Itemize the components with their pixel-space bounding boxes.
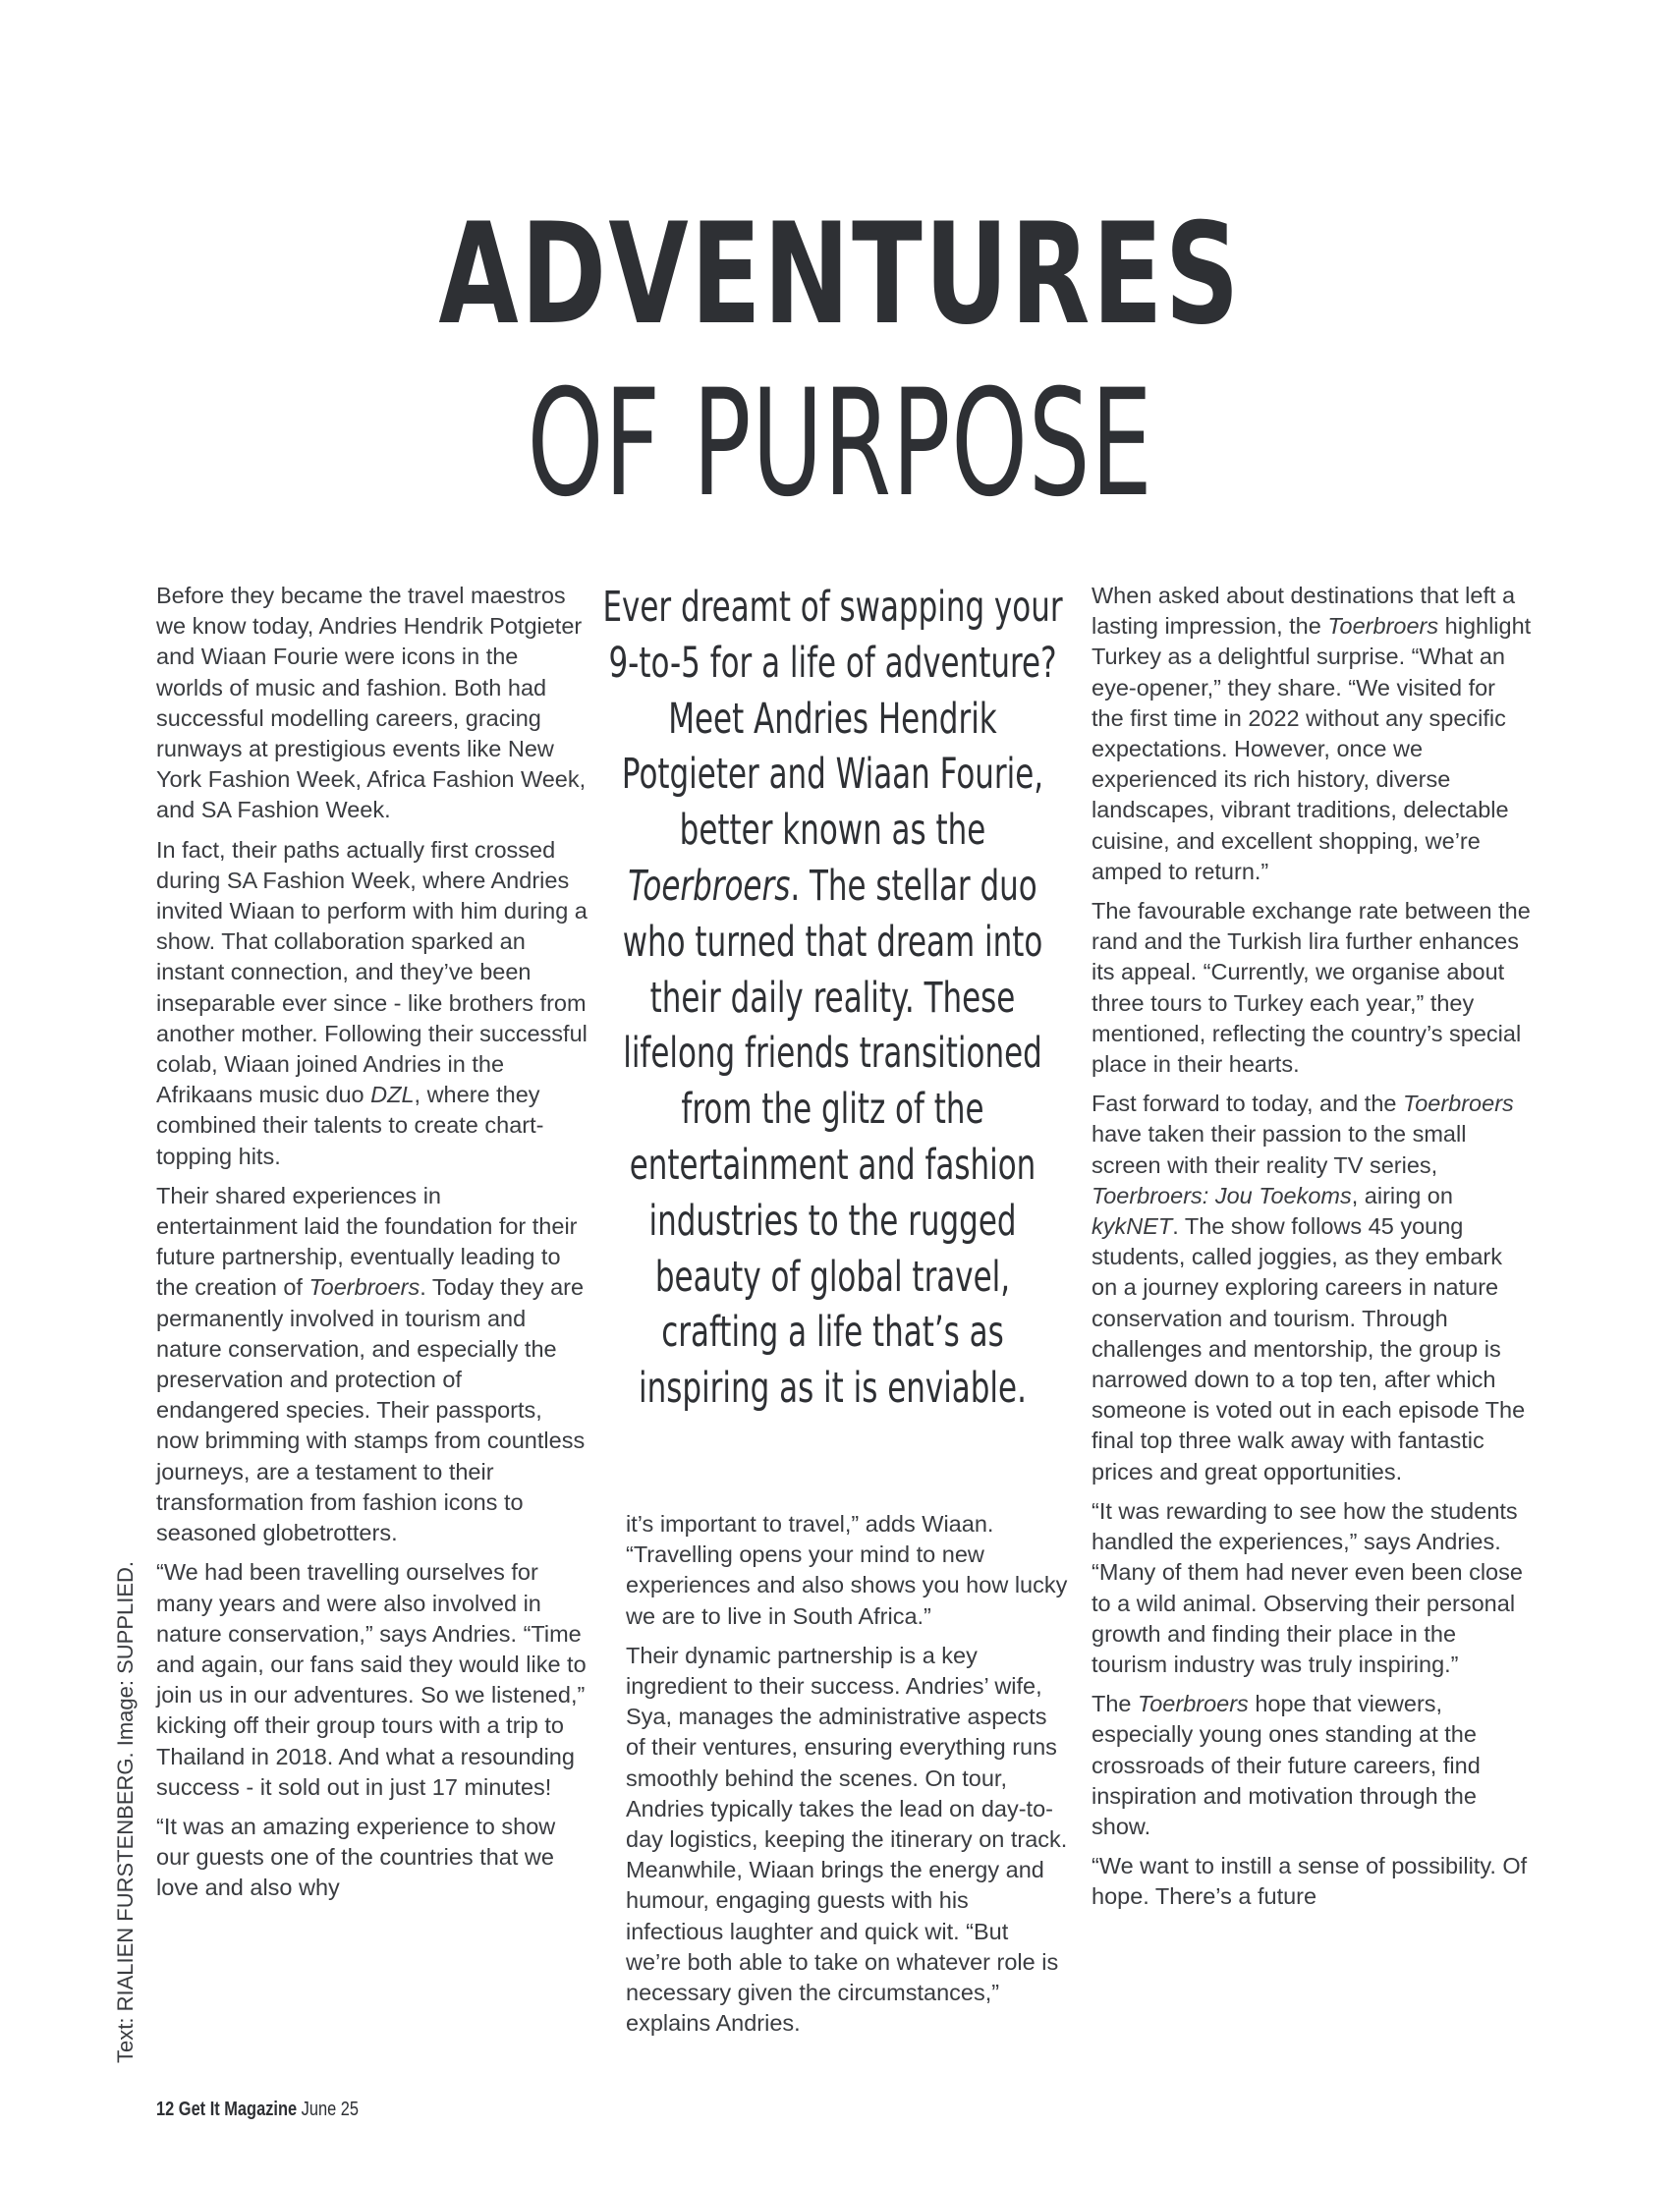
page-number: 12 xyxy=(156,2099,175,2120)
column-2 xyxy=(626,1509,1068,2047)
headline-line1: ADVENTURES xyxy=(438,194,1242,356)
paragraph: The Toerbroers hope that viewers, especially young ones standing at the crossroads of their future careers, find inspiration and motivation through the show. xyxy=(1092,1691,1481,1839)
paragraph: The favourable exchange rate between the rand and the Turkish lira further enhances its appeal. “Currently, we organise about three tours to Turkey each year,” they mentioned, reflecting the country’s special place in their hearts. xyxy=(1092,898,1531,1078)
photo-credit: Text: RIALIEN FURSTENBERG. Image: SUPPLIED. xyxy=(113,1560,138,2063)
magazine-name: Get It Magazine xyxy=(178,2099,298,2120)
issue-date: June 25 xyxy=(301,2099,360,2120)
paragraph: “It was rewarding to see how the students handled the experiences,” says Andries. “Many of them had never even been close to a wild animal. Observing their personal growth and finding their place in the tourism industry was truly inspiring.” xyxy=(1092,1497,1523,1677)
page-footer xyxy=(156,2099,359,2121)
paragraph: In fact, their paths actually first crossed during SA Fashion Week, where Andries invited Wiaan to perform with him during a show. That collaboration sparked an instant connection, and they’ve been inseparable ever since - like brothers from another mother. Following their successful colab, Wiaan joined Andries in the Afrikaans music duo DZL, where they combined their talents to create chart-topping hits. xyxy=(156,836,588,1169)
paragraph: When asked about destinations that left a lasting impression, the Toerbroers highlight Turkey as a delightful surprise. “What an eye-opener,” they share. “We visited for the first time in 2022 without any specific expectations. However, once we experienced its rich history, diverse landscapes, vibrant traditions, delectable cuisine, and excellent shopping, we’re amped to return.” xyxy=(1092,583,1532,884)
column-1 xyxy=(156,581,588,1913)
pull-quote xyxy=(601,580,1063,1417)
paragraph: “We had been travelling ourselves for many years and were also involved in nature conservation,” says Andries. “Time and again, our fans said they would like to join us in our adventures. So we listened,” kicking off their group tours with a trip to Thailand in 2018. And what a resounding success - it sold out in just 17 minutes! xyxy=(156,1559,587,1800)
paragraph: “We want to instill a sense of possibility. Of hope. There’s a future xyxy=(1092,1853,1528,1910)
column-3 xyxy=(1092,581,1534,1922)
paragraph: “It was an amazing experience to show our guests one of the countries that we love and also why xyxy=(156,1813,556,1901)
pull-quote-text: Ever dreamt of swapping your 9-to-5 for a life of adventure? Meet Andries Hendrik Potgieter and Wiaan Fourie, better known as the Toerbroers. The stellar duo who turned that dream into their daily reality. These lifelong friends transitioned from the glitz of the entertainment and fashion industries to the rugged beauty of global travel, crafting a life that’s as inspiring as it is enviable. xyxy=(602,583,1063,1414)
paragraph: it’s important to travel,” adds Wiaan. “Travelling opens your mind to new experiences and also shows you how lucky we are to live in South Africa.” xyxy=(626,1511,1068,1629)
paragraph: Their dynamic partnership is a key ingredient to their success. Andries’ wife, Sya, manages the administrative aspects of their ventures, ensuring everything runs smoothly behind the scenes. On tour, Andries typically takes the lead on day-to-day logistics, keeping the itinerary on track. Meanwhile, Wiaan brings the energy and humour, engaging guests with his infectious laughter and quick wit. “But we’re both able to take on whatever role is necessary given the circumstances,” explains Andries. xyxy=(626,1642,1068,2037)
paragraph: Before they became the travel maestros we know today, Andries Hendrik Potgieter and Wiaan Fourie were icons in the worlds of music and fashion. Both had successful modelling careers, gracing runways at prestigious events like New York Fashion Week, Africa Fashion Week, and SA Fashion Week. xyxy=(156,583,587,823)
headline-line2: OF PURPOSE xyxy=(527,359,1153,530)
paragraph: Their shared experiences in entertainment laid the foundation for their future partnership, eventually leading to the creation of Toerbroers. Today they are permanently involved in tourism and nature conservation, and especially the preservation and protection of endangered species. Their passports, now brimming with stamps from countless journeys, are a testament to their transformation from fashion icons to seasoned globetrotters. xyxy=(156,1182,586,1546)
paragraph: Fast forward to today, and the Toerbroers have taken their passion to the small screen with their reality TV series, Toerbroers: Jou Toekoms, airing on kykNET. The show follows 45 young students, called joggies, as they embark on a journey exploring careers in nature conservation and tourism. Through challenges and mentorship, the group is narrowed down to a top ten, after which someone is voted out in each episode The final top three walk away with fantastic prices and great opportunities. xyxy=(1092,1091,1526,1485)
